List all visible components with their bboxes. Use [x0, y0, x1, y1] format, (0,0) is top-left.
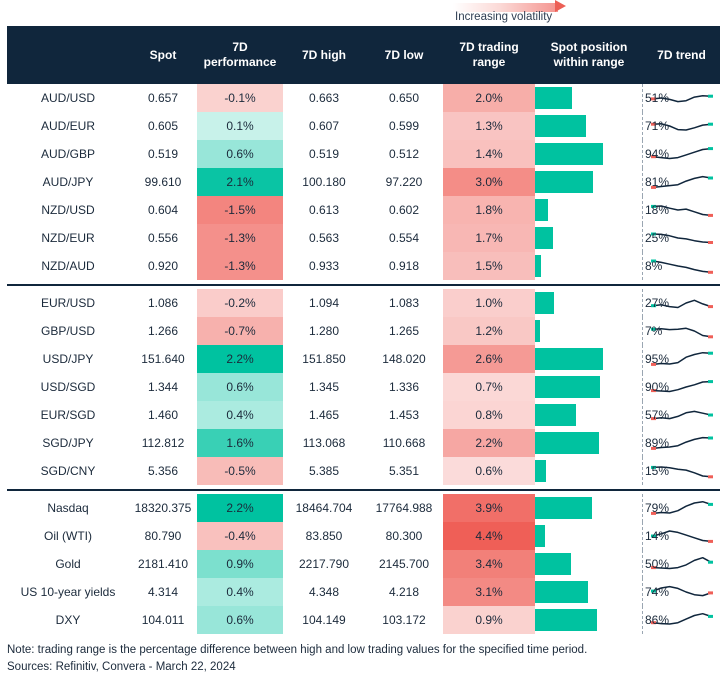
cell-7d-high: 151.850: [302, 352, 346, 366]
range-max-dashed-line: [642, 196, 643, 224]
range-max-dashed-line: [642, 168, 643, 196]
cell-spot-position: [535, 224, 670, 252]
cell-7d-trading-range: 1.0%: [443, 289, 535, 317]
position-percent-label: 51%: [645, 91, 670, 105]
cell-spot: 151.640: [141, 352, 185, 366]
position-percent-label: 15%: [645, 464, 670, 478]
cell-7d-low: 97.220: [385, 175, 423, 189]
cell-7d-performance: -0.1%: [197, 84, 283, 112]
cell-7d-trading-range: 0.7%: [443, 373, 535, 401]
table-row: [7, 168, 720, 196]
position-bar-fill: [535, 255, 541, 277]
position-percent-label: 90%: [645, 380, 670, 394]
cell-7d-low: 4.218: [388, 585, 420, 599]
cell-7d-performance: 1.6%: [197, 429, 283, 457]
position-bar-track: [535, 429, 670, 457]
position-bar-track: [535, 578, 670, 606]
position-bar-fill: [535, 199, 548, 221]
cell-7d-performance: 0.4%: [197, 578, 283, 606]
cell-7d-trading-range: 1.8%: [443, 196, 535, 224]
cell-spot-position: [535, 196, 670, 224]
cell-7d-low: 0.554: [388, 231, 420, 245]
cell-spot-position: [535, 457, 670, 485]
cell-spot-position: [535, 289, 670, 317]
position-bar-track: [535, 289, 670, 317]
row-label: NZD/EUR: [41, 231, 95, 245]
cell-spot: 0.657: [147, 91, 179, 105]
cell-7d-high: 0.663: [308, 91, 340, 105]
table-row: [7, 550, 720, 578]
table-row: [7, 494, 720, 522]
cell-spot-position: [535, 522, 670, 550]
position-percent-label: 95%: [645, 352, 670, 366]
table-row: [7, 252, 720, 280]
table-row: [7, 457, 720, 485]
row-label: EUR/USD: [40, 296, 95, 310]
cell-spot-position: [535, 578, 670, 606]
cell-7d-performance: 2.2%: [197, 494, 283, 522]
row-label: US 10-year yields: [20, 585, 116, 599]
cell-7d-performance: 0.1%: [197, 112, 283, 140]
volatility-legend: [0, 0, 727, 26]
cell-7d-performance: -1.3%: [197, 224, 283, 252]
range-max-dashed-line: [642, 401, 643, 429]
cell-spot: 80.790: [144, 529, 182, 543]
cell-spot: 1.086: [147, 296, 179, 310]
position-percent-label: 94%: [645, 147, 670, 161]
position-bar-track: [535, 224, 670, 252]
cell-7d-trading-range: 1.7%: [443, 224, 535, 252]
cell-spot-position: [535, 112, 670, 140]
cell-7d-trading-range: 1.2%: [443, 317, 535, 345]
cell-7d-low: 17764.988: [375, 501, 433, 515]
cell-7d-low: 0.599: [388, 119, 420, 133]
cell-spot-position: [535, 140, 670, 168]
cell-7d-trading-range: 2.0%: [443, 84, 535, 112]
cell-7d-high: 0.563: [308, 231, 340, 245]
position-bar-track: [535, 252, 663, 280]
row-label: AUD/GBP: [40, 147, 95, 161]
note-trading-range: Note: trading range is the percentage difference between high and low trading values for the specified time period.: [7, 644, 588, 656]
cell-7d-high: 0.613: [308, 203, 340, 217]
cell-7d-performance: -0.5%: [197, 457, 283, 485]
row-label: AUD/JPY: [42, 175, 94, 189]
table-body: [7, 84, 720, 634]
cell-spot: 0.556: [147, 231, 179, 245]
table-row: [7, 578, 720, 606]
col-header-7d-high: 7D high: [283, 26, 365, 84]
range-max-dashed-line: [642, 578, 643, 606]
cell-7d-performance: -1.5%: [197, 196, 283, 224]
cell-spot: 112.812: [141, 436, 185, 450]
row-label: SGD/JPY: [42, 436, 94, 450]
cell-spot-position: [535, 373, 670, 401]
cell-spot: 1.344: [147, 380, 179, 394]
cell-spot-position: [535, 606, 670, 634]
position-bar-track: [535, 140, 670, 168]
position-bar-track: [535, 112, 670, 140]
cell-7d-high: 2217.790: [298, 557, 350, 571]
position-percent-label: 86%: [645, 613, 670, 627]
cell-7d-low: 103.172: [382, 613, 426, 627]
cell-spot-position: [535, 550, 670, 578]
range-max-dashed-line: [642, 345, 643, 373]
cell-7d-trading-range: 3.9%: [443, 494, 535, 522]
cell-7d-trading-range: 1.4%: [443, 140, 535, 168]
position-bar-track: [535, 317, 663, 345]
position-bar-fill: [535, 292, 554, 314]
range-max-dashed-line: [642, 289, 643, 317]
cell-7d-high: 4.348: [308, 585, 340, 599]
cell-spot-position: [535, 252, 663, 280]
cell-7d-trading-range: 3.4%: [443, 550, 535, 578]
col-header-7d-trend: 7D trend: [643, 26, 720, 84]
cell-spot: 0.604: [147, 203, 179, 217]
cell-7d-performance: -0.7%: [197, 317, 283, 345]
row-label: USD/SGD: [40, 380, 96, 394]
table-row: [7, 289, 720, 317]
position-percent-label: 74%: [645, 585, 670, 599]
position-bar-fill: [535, 553, 571, 575]
cell-spot: 99.610: [144, 175, 182, 189]
table-row: [7, 606, 720, 634]
cell-7d-high: 1.345: [308, 380, 340, 394]
range-max-dashed-line: [642, 606, 643, 634]
row-label: EUR/SGD: [40, 408, 96, 422]
position-percent-label: 89%: [645, 436, 670, 450]
position-bar-track: [535, 550, 670, 578]
cell-7d-low: 0.602: [388, 203, 420, 217]
cell-7d-performance: -0.4%: [197, 522, 283, 550]
cell-spot-position: [535, 84, 670, 112]
col-header-7d-performance: 7D performance: [197, 26, 283, 84]
row-label: AUD/USD: [40, 91, 95, 105]
position-bar-fill: [535, 460, 546, 482]
footnotes: [7, 642, 727, 675]
cell-7d-high: 104.149: [302, 613, 346, 627]
row-label: USD/JPY: [42, 352, 94, 366]
table-row: [7, 429, 720, 457]
cell-7d-low: 5.351: [388, 464, 420, 478]
cell-7d-performance: 0.6%: [197, 606, 283, 634]
cell-7d-trading-range: 3.1%: [443, 578, 535, 606]
position-bar-fill: [535, 115, 586, 137]
cell-7d-low: 1.336: [388, 380, 420, 394]
row-label: Oil (WTI): [44, 529, 92, 543]
group-separator: [7, 280, 720, 289]
position-percent-label: 8%: [645, 259, 663, 273]
range-max-dashed-line: [642, 317, 643, 345]
cell-7d-low: 1.453: [388, 408, 420, 422]
range-max-dashed-line: [642, 140, 643, 168]
cell-spot: 1.266: [147, 324, 179, 338]
cell-7d-low: 2145.700: [378, 557, 430, 571]
cell-7d-trading-range: 1.3%: [443, 112, 535, 140]
position-bar-fill: [535, 581, 588, 603]
cell-7d-low: 0.918: [388, 259, 420, 273]
range-max-dashed-line: [642, 429, 643, 457]
cell-7d-high: 113.068: [302, 436, 346, 450]
position-bar-fill: [535, 376, 600, 398]
cell-7d-trading-range: 1.5%: [443, 252, 535, 280]
cell-7d-high: 1.280: [308, 324, 340, 338]
range-max-dashed-line: [642, 373, 643, 401]
cell-7d-high: 0.607: [308, 119, 340, 133]
note-sources: Sources: Refinitiv, Convera - March 22, 2024: [7, 660, 236, 673]
cell-7d-performance: 0.4%: [197, 401, 283, 429]
cell-7d-trading-range: 2.2%: [443, 429, 535, 457]
range-max-dashed-line: [642, 550, 643, 578]
position-bar-track: [535, 345, 670, 373]
cell-7d-low: 110.668: [382, 436, 426, 450]
cell-7d-trading-range: 0.6%: [443, 457, 535, 485]
table-row: [7, 522, 720, 550]
cell-7d-performance: 2.1%: [197, 168, 283, 196]
range-max-dashed-line: [642, 494, 643, 522]
position-bar-track: [535, 196, 670, 224]
cell-spot: 1.460: [147, 408, 179, 422]
position-bar-track: [535, 522, 670, 550]
volatility-legend-label: Increasing volatility: [455, 11, 553, 23]
col-header-spot-position-within-range: Spot position within range: [535, 26, 643, 84]
cell-7d-performance: -1.3%: [197, 252, 283, 280]
position-bar-fill: [535, 227, 553, 249]
cell-spot: 0.605: [147, 119, 179, 133]
markets-table: [7, 26, 720, 634]
cell-7d-trading-range: 0.8%: [443, 401, 535, 429]
range-max-dashed-line: [642, 224, 643, 252]
table-row: [7, 373, 720, 401]
cell-spot: 4.314: [147, 585, 179, 599]
table-row: [7, 224, 720, 252]
position-bar-fill: [535, 348, 603, 370]
position-bar-fill: [535, 525, 545, 547]
position-bar-track: [535, 401, 670, 429]
table-row: [7, 317, 720, 345]
cell-7d-performance: 0.9%: [197, 550, 283, 578]
col-header-blank: [7, 26, 129, 84]
cell-7d-high: 0.519: [308, 147, 340, 161]
position-percent-label: 71%: [645, 119, 670, 133]
position-percent-label: 79%: [645, 501, 670, 515]
position-percent-label: 14%: [645, 529, 670, 543]
range-max-dashed-line: [642, 84, 643, 112]
cell-spot: 0.519: [147, 147, 179, 161]
cell-spot: 2181.410: [137, 557, 189, 571]
cell-spot-position: [535, 494, 670, 522]
position-percent-label: 50%: [645, 557, 670, 571]
position-bar-track: [535, 457, 670, 485]
cell-7d-low: 148.020: [382, 352, 426, 366]
row-label: AUD/EUR: [40, 119, 95, 133]
cell-spot-position: [535, 345, 670, 373]
cell-7d-low: 0.512: [388, 147, 420, 161]
cell-7d-performance: 0.6%: [197, 373, 283, 401]
col-header-7d-low: 7D low: [365, 26, 443, 84]
row-label: NZD/AUD: [41, 259, 95, 273]
position-percent-label: 27%: [645, 296, 670, 310]
position-percent-label: 57%: [645, 408, 670, 422]
col-header-7d-trading-range: 7D trading range: [443, 26, 535, 84]
cell-spot: 104.011: [141, 613, 185, 627]
table-header: [7, 26, 720, 84]
position-bar-fill: [535, 143, 603, 165]
cell-7d-performance: -0.2%: [197, 289, 283, 317]
position-percent-label: 18%: [645, 203, 670, 217]
row-label: NZD/USD: [41, 203, 95, 217]
cell-7d-high: 5.385: [308, 464, 340, 478]
cell-spot: 5.356: [147, 464, 179, 478]
cell-7d-performance: 2.2%: [197, 345, 283, 373]
row-label: SGD/CNY: [40, 464, 96, 478]
cell-7d-trading-range: 3.0%: [443, 168, 535, 196]
table-row: [7, 140, 720, 168]
position-bar-fill: [535, 87, 572, 109]
cell-7d-low: 0.650: [388, 91, 420, 105]
cell-spot: 0.920: [147, 259, 179, 273]
cell-7d-high: 100.180: [302, 175, 346, 189]
cell-spot: 18320.375: [134, 501, 192, 515]
position-bar-fill: [535, 432, 599, 454]
cell-spot-position: [535, 168, 670, 196]
position-bar-track: [535, 606, 670, 634]
position-percent-label: 7%: [645, 324, 663, 338]
cell-7d-high: 83.850: [305, 529, 343, 543]
position-bar-fill: [535, 497, 592, 519]
position-bar-fill: [535, 320, 540, 342]
position-bar-track: [535, 494, 670, 522]
range-max-dashed-line: [642, 252, 643, 280]
range-max-dashed-line: [642, 522, 643, 550]
volatility-arrow-icon: [555, 0, 566, 12]
position-bar-track: [535, 84, 670, 112]
cell-spot-position: [535, 429, 670, 457]
cell-7d-trading-range: 0.9%: [443, 606, 535, 634]
cell-spot-position: [535, 317, 663, 345]
table-row: [7, 84, 720, 112]
position-bar-fill: [535, 404, 576, 426]
cell-7d-high: 1.094: [308, 296, 340, 310]
row-label: Nasdaq: [47, 501, 89, 515]
col-header-spot: Spot: [129, 26, 197, 84]
position-bar-fill: [535, 609, 597, 631]
cell-7d-low: 1.265: [388, 324, 420, 338]
cell-7d-low: 1.083: [388, 296, 420, 310]
cell-7d-trading-range: 4.4%: [443, 522, 535, 550]
table-row: [7, 112, 720, 140]
row-label: DXY: [55, 613, 81, 627]
group-separator: [7, 485, 720, 494]
row-label: Gold: [55, 557, 81, 571]
position-bar-track: [535, 373, 670, 401]
position-bar-track: [535, 168, 670, 196]
position-bar-fill: [535, 171, 593, 193]
cell-7d-low: 80.300: [385, 529, 423, 543]
cell-spot-position: [535, 401, 670, 429]
table-row: [7, 345, 720, 373]
range-max-dashed-line: [642, 112, 643, 140]
cell-7d-trading-range: 2.6%: [443, 345, 535, 373]
table-row: [7, 196, 720, 224]
cell-7d-high: 1.465: [308, 408, 340, 422]
row-label: GBP/USD: [40, 324, 95, 338]
position-percent-label: 25%: [645, 231, 670, 245]
cell-7d-performance: 0.6%: [197, 140, 283, 168]
table-row: [7, 401, 720, 429]
position-percent-label: 81%: [645, 175, 670, 189]
cell-7d-high: 0.933: [308, 259, 340, 273]
range-max-dashed-line: [642, 457, 643, 485]
cell-7d-high: 18464.704: [295, 501, 353, 515]
